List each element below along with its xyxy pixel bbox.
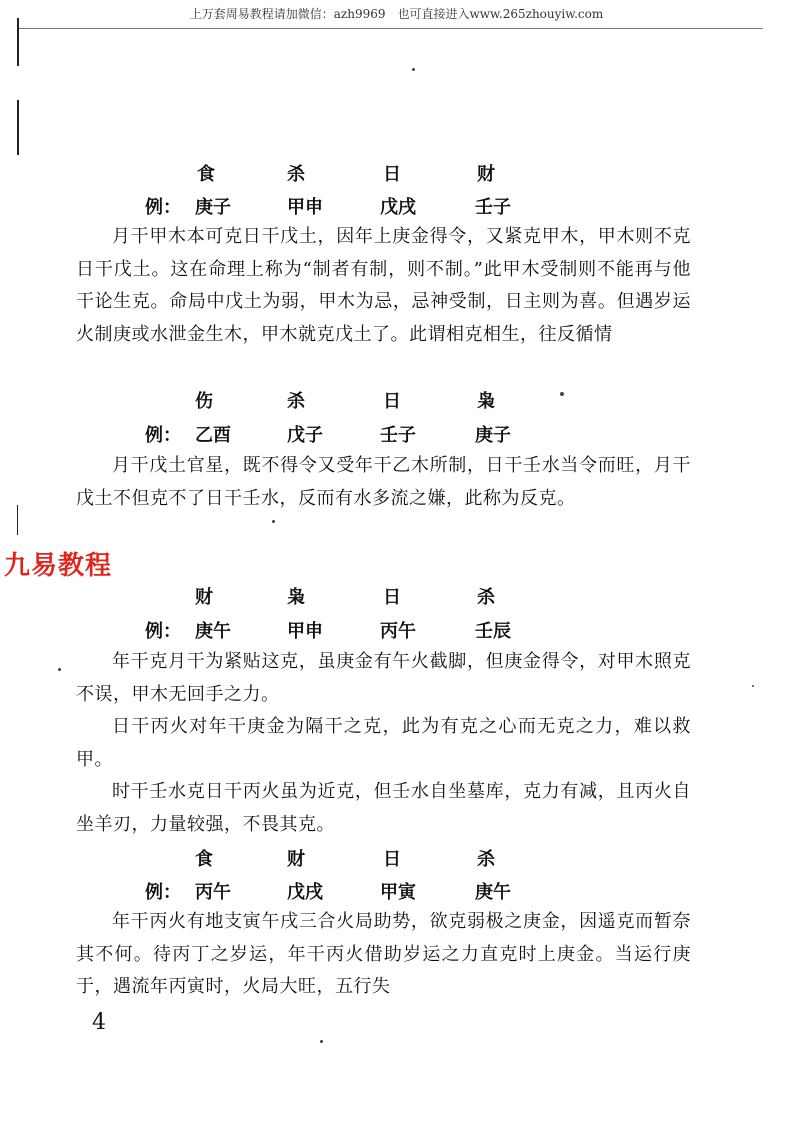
- example-label: 例：: [145, 425, 181, 446]
- body-paragraph: 年干丙火有地支寅午戌三合火局助势，欲克弱极之庚金，因遥克而暂奈其不何。待丙丁之岁运，年干丙火借助岁运之力直克时上庚金。当运行庚于，遇流年丙寅时，火局大旺，五行失: [76, 911, 691, 997]
- pillars-row: [145, 421, 605, 447]
- page-header-banner: 上万套周易教程请加微信：azh9969 也可直接进入www.265zhouyiw.com: [189, 7, 604, 21]
- scan-speck: [560, 392, 564, 396]
- ten-gods-row: [145, 160, 605, 186]
- ten-gods-row: [145, 583, 605, 609]
- ten-god-month: 财: [287, 849, 305, 870]
- ten-god-day: 日: [383, 164, 401, 185]
- pillar-hour: 庚子: [475, 425, 511, 446]
- scan-margin-mark: [17, 100, 19, 155]
- ten-god-year: 财: [195, 587, 213, 608]
- scan-speck: [320, 1040, 323, 1043]
- ten-god-year: 食: [195, 849, 213, 870]
- ten-gods-row: [145, 845, 605, 871]
- ten-god-hour: 杀: [477, 849, 495, 870]
- pillar-year: 庚午: [195, 621, 231, 642]
- scan-margin-mark: [17, 18, 19, 66]
- ten-god-day: 日: [383, 849, 401, 870]
- pillar-day: 丙午: [380, 621, 416, 642]
- page-number: 4: [92, 1010, 106, 1035]
- body-paragraph: 年干克月干为紧贴这克，虽庚金有午火截脚，但庚金得令，对甲木照克不误，甲木无回手之力。: [76, 651, 691, 705]
- ten-god-day: 日: [383, 587, 401, 608]
- scan-margin-mark: [17, 505, 18, 535]
- pillar-hour: 壬子: [475, 197, 511, 218]
- scan-speck: [752, 685, 754, 687]
- pillar-year: 乙酉: [195, 425, 231, 446]
- pillars-row: [145, 878, 605, 904]
- ten-god-month: 杀: [287, 164, 305, 185]
- example-label: 例：: [145, 882, 181, 903]
- ten-god-hour: 财: [477, 164, 495, 185]
- watermark-logo: 九易教程: [4, 551, 113, 581]
- pillar-month: 戊戌: [287, 882, 323, 903]
- ten-god-hour: 杀: [477, 587, 495, 608]
- pillar-month: 戊子: [287, 425, 323, 446]
- ten-god-hour: 枭: [477, 391, 495, 412]
- pillar-day: 戊戌: [380, 197, 416, 218]
- scan-speck: [412, 68, 415, 71]
- ten-gods-row: [145, 387, 605, 413]
- pillar-year: 庚子: [195, 197, 231, 218]
- pillar-hour: 庚午: [475, 882, 511, 903]
- pillars-row: [145, 617, 605, 643]
- body-paragraph: 月干甲木本可克日干戊土，因年上庚金得令，又紧克甲木，甲木则不克日干戊土。这在命理上称为“制者有制，则不制。”此甲木受制则不能再与他干论生克。命局中戊土为弱，甲木为忌，忌神受制，日主则为喜。但遇岁运火制庚或水泄金生木，甲木就克戊土了。此谓相克相生，往反循情: [76, 226, 691, 345]
- pillar-month: 甲申: [287, 621, 323, 642]
- pillar-month: 甲申: [287, 197, 323, 218]
- pillar-day: 壬子: [380, 425, 416, 446]
- pillars-row: [145, 193, 605, 219]
- ten-god-month: 杀: [287, 391, 305, 412]
- ten-god-year: 食: [197, 164, 215, 185]
- ten-god-day: 日: [383, 391, 401, 412]
- scan-top-edge: [18, 28, 763, 29]
- ten-god-month: 枭: [287, 587, 305, 608]
- pillar-day: 甲寅: [380, 882, 416, 903]
- pillar-year: 丙午: [195, 882, 231, 903]
- ten-god-year: 伤: [195, 391, 213, 412]
- pillar-hour: 壬辰: [475, 621, 511, 642]
- body-paragraph: 日干丙火对年干庚金为隔干之克，此为有克之心而无克之力，难以救甲。: [76, 716, 691, 770]
- example-label: 例：: [145, 197, 181, 218]
- body-paragraph: 月干戊土官星，既不得令又受年干乙木所制，日干壬水当令而旺，月干戊土不但克不了日干壬水，反而有水多流之嫌，此称为反克。: [76, 455, 691, 509]
- scan-speck: [58, 668, 61, 671]
- body-paragraph: 时干壬水克日干丙火虽为近克，但壬水自坐墓库，克力有减，且丙火自坐羊刃，力量较强，不畏其克。: [76, 781, 691, 835]
- scan-speck: [272, 520, 275, 523]
- example-label: 例：: [145, 621, 181, 642]
